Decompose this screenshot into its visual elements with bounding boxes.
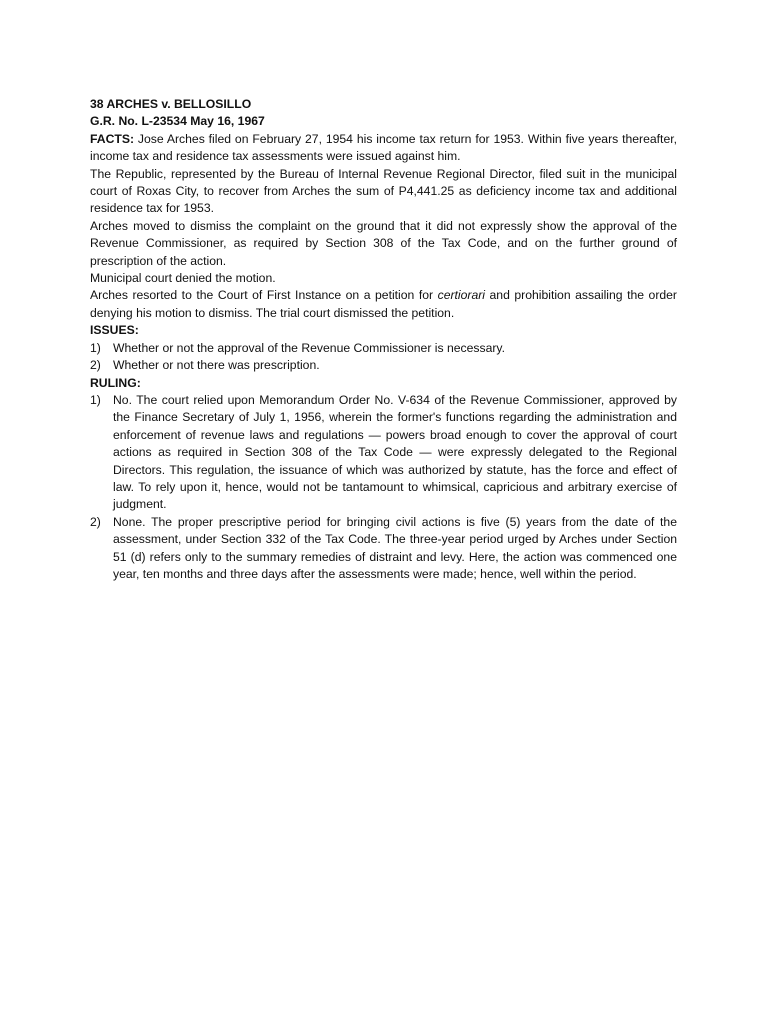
- ruling-item: [90, 514, 677, 584]
- issue-text: Whether or not the approval of the Revenue Commissioner is necessary.: [113, 340, 505, 355]
- issue-text: Whether or not there was prescription.: [113, 358, 320, 373]
- issues-heading: ISSUES:: [90, 323, 139, 338]
- ruling-list: [90, 392, 677, 583]
- issue-item: [90, 357, 677, 374]
- issues-list: [90, 340, 677, 375]
- issue-number: 1): [90, 340, 101, 355]
- ruling-number: 2): [90, 514, 101, 529]
- ruling-text: None. The proper prescriptive period for bringing civil actions is five (5) years from the date of the assessment, under Section 332 of the Tax Code. The three-year period urged by Arches under Section 51 (d) refers only to the summary remedies of distraint and levy. Here, the action was commenced one year, ten months and three days after the assessments were made; hence, well within the period.: [113, 514, 677, 581]
- case-digest: [90, 96, 677, 583]
- issue-item: [90, 340, 677, 357]
- facts-paragraph-4: Municipal court denied the motion.: [90, 271, 276, 286]
- facts-text-5b: and prohibition assailing the order denying his motion to dismiss. The trial court dismissed the petition.: [90, 288, 677, 320]
- ruling-item: [90, 392, 677, 514]
- facts-text-1: Jose Arches filed on February 27, 1954 his income tax return for 1953. Within five years thereafter, income tax and residence tax assessments were issued against him.: [90, 131, 677, 164]
- ruling-number: 1): [90, 392, 101, 407]
- facts-text-5-italic: certiorari: [437, 288, 485, 303]
- case-number-date: G.R. No. L-23534 May 16, 1967: [90, 114, 265, 129]
- issue-number: 2): [90, 358, 101, 373]
- facts-text-5a: Arches resorted to the Court of First Instance on a petition for: [90, 288, 438, 303]
- ruling-heading: RULING:: [90, 375, 141, 390]
- facts-paragraph-3: Arches moved to dismiss the complaint on the ground that it did not expressly show the approval of the Revenue Commissioner, as required by Section 308 of the Tax Code, and on the further ground of prescription of the action.: [90, 218, 677, 268]
- case-title: 38 ARCHES v. BELLOSILLO: [90, 97, 252, 111]
- facts-paragraph-1: [90, 131, 677, 166]
- ruling-text: No. The court relied upon Memorandum Order No. V-634 of the Revenue Commissioner, approved by the Finance Secretary of July 1, 1956, wherein the former's functions regarding the administration and enforcement of revenue laws and regulations — powers broad enough to cover the approval of court actions as required in Section 308 of the Tax Code — were expressly delegated to the Regional Directors. This regulation, the issuance of which was authorized by statute, has the force and effect of law. To rely upon it, hence, would not be tantamount to whimsical, capricious and arbitrary exercise of judgment.: [113, 392, 677, 512]
- facts-paragraph-5: [90, 287, 677, 322]
- facts-paragraph-2: The Republic, represented by the Bureau of Internal Revenue Regional Director, filed suit in the municipal court of Roxas City, to recover from Arches the sum of P4,441.25 as deficiency income tax and additional residence tax for 1953.: [90, 166, 677, 216]
- facts-label: FACTS:: [90, 131, 135, 146]
